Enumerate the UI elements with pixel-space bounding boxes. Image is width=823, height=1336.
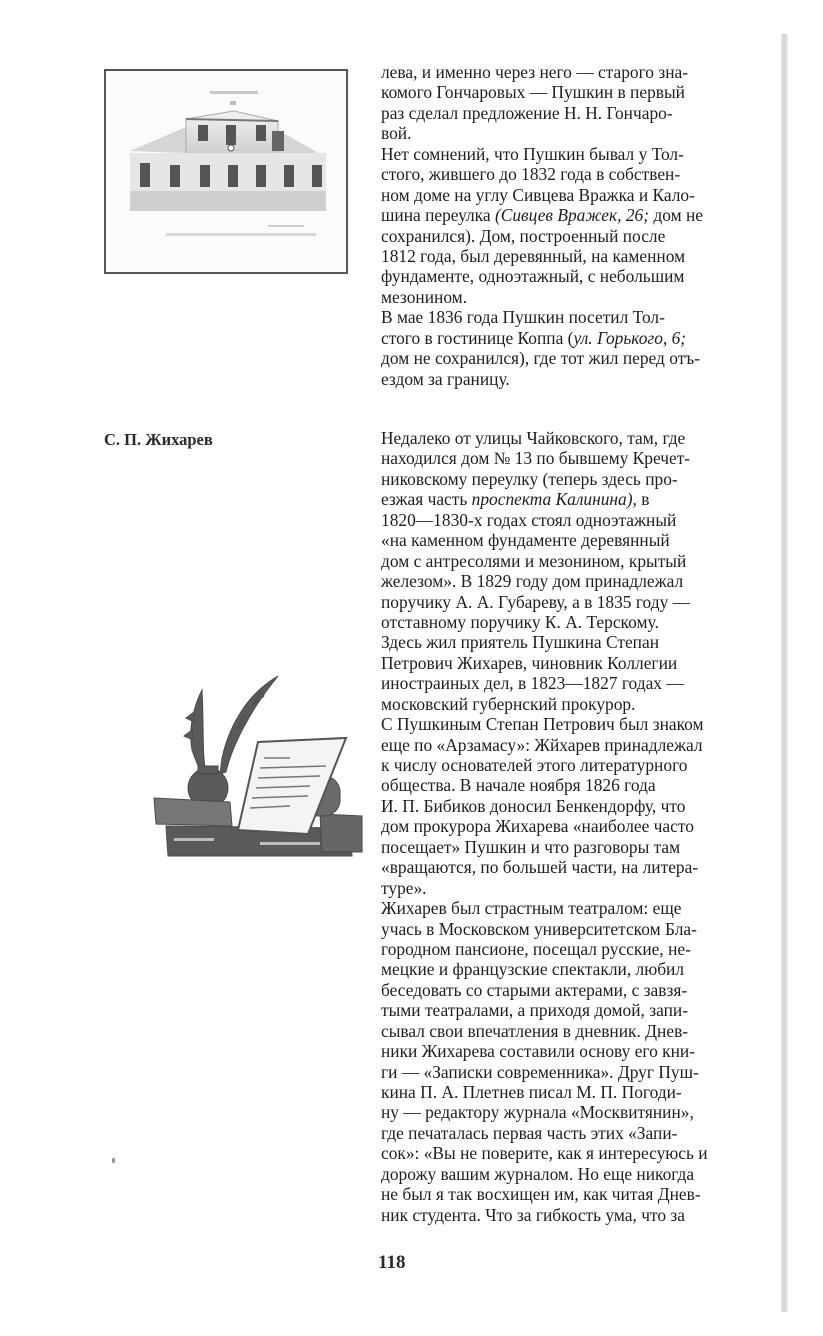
text-line: еще по «Арзамасу»: Жйхарев принадлежал [381,734,703,755]
text-line: И. П. Бибиков доносил Бенкендорфу, что [381,795,686,816]
text-line: фундаменте, одноэтажный, с небольшим [381,266,685,287]
text-line: сохранился). Дом, построенный после [381,225,666,246]
text-line: беседовать со старыми актерами, с завзя- [381,979,688,1000]
text-line: ги — «Записки современника». Друг Пуш- [381,1061,699,1082]
text-line: лева, и именно через него — старого зна- [381,62,689,82]
text-line: посещает» Пушкин и что разговоры там [381,836,681,857]
address-italic: (Сивцев Вражек, 26; [494,205,650,226]
quill-inkwell-books-icon [140,666,370,866]
text-line: вой. [381,123,412,144]
text-line: туре». [381,877,427,898]
text-line: комого Гончаровых — Пушкин в первый [381,82,685,103]
text-line: дом прокурора Жихарева «наиболее часто [381,816,694,837]
text-line [381,205,779,225]
text-line: дом с антресолями и мезонином, крытый [381,550,687,571]
text-line: не был я так восхищен им, как читая Днев- [381,1184,701,1205]
text-line: стого, жившего до 1832 года в собствен- [381,164,681,185]
text-line: сок»: «Вы не поверите, как я интересуюсь и [381,1143,708,1164]
text-line: отставному поручику К. А. Терскому. [381,611,659,632]
house-engraving-figure [104,69,348,274]
text-line: Нет сомнений, что Пушкин бывал у Тол- [381,143,684,164]
text-line: 1812 года, был деревянный, на каменном [381,245,686,266]
text-line: «на каменном фундаменте деревянный [381,530,670,551]
text-line: иностраиных дел, в 1823—1827 годах — [381,673,684,694]
text-line: раз сделал предложение Н. Н. Гончаро- [381,102,673,123]
section-heading-zhikharev: С. П. Жихарев [104,430,213,449]
text-line: дом не сохранился), где тот жил перед отъ- [381,348,701,369]
text-line: ездом за границу. [381,368,510,389]
text-run: в [636,489,650,510]
text-line: мезонином. [381,286,468,307]
text-block-tolstoy [381,62,779,389]
text-run: дом не [649,205,703,226]
text-line: кина П. А. Плетнев писал М. П. Погоди- [381,1082,682,1102]
text-line: 1820—1830-х годах стоял одноэтажный [381,509,677,530]
text-line: ники Жихарева составили основу его кни- [381,1041,696,1062]
text-line: к числу основателей этого литературного [381,755,688,775]
text-line: ник студента. Что за гибкость ума, что за [381,1204,685,1225]
house-engraving-icon [106,71,346,272]
text-line: ну — редактору журнала «Москвитянин», [381,1102,694,1123]
text-line: железом». В 1829 году дом принадлежал [381,571,684,592]
text-line: никовскому переулку (теперь здесь про- [381,468,678,489]
address-italic: проспекта Калинина), [471,489,637,510]
text-line: тыми театралами, а приходя домой, запи- [381,1000,689,1021]
text-line [381,489,779,509]
text-line: Здесь жил приятель Пушкина Степан [381,632,660,653]
text-line: находился дом № 13 по бывшему Кречет- [381,448,691,469]
address-italic: ул. Горького, 6; [573,327,687,348]
text-line: С Пушкиным Степан Петрович был знаком [381,714,704,735]
text-line: общества. В начале ноября 1826 года [381,775,656,796]
text-line: Жихарев был страстным театралом: еще [381,898,682,919]
print-speck [112,1158,115,1163]
text-line: дорожу вашим журналом. Но еще никогда [381,1163,695,1184]
text-line: сывал свои впечатления в дневник. Днев- [381,1020,689,1041]
text-line: мецкие и французские спектакли, любил [381,959,685,980]
text-run: стого в гостинице Коппа ( [381,327,574,348]
page-gutter-shadow [781,34,788,1312]
text-run: шина переулка [381,205,495,226]
text-line: Недалеко от улицы Чайковского, там, где [381,428,686,448]
page-number: 118 [378,1252,406,1273]
text-line: московский губернский прокурор. [381,693,636,714]
text-line: городном пансионе, посещал русские, не- [381,938,691,959]
text-line [381,328,779,348]
quill-inkwell-figure [140,666,370,866]
text-line: В мае 1836 года Пушкин посетил Тол- [381,307,665,328]
text-block-zhikharev [381,428,779,1225]
text-run: езжая часть [381,489,472,510]
text-line: поручику А. А. Губареву, а в 1835 году — [381,591,691,612]
text-line: ном доме на углу Сивцева Вражка и Кало- [381,184,695,205]
text-line: где печаталась первая часть этих «Запи- [381,1122,678,1143]
text-line: Петрович Жихарев, чиновник Коллегии [381,652,678,673]
text-line: «вращаются, по большей части, на литера- [381,857,699,878]
text-line: учась в Московском университетском Бла- [381,918,697,939]
